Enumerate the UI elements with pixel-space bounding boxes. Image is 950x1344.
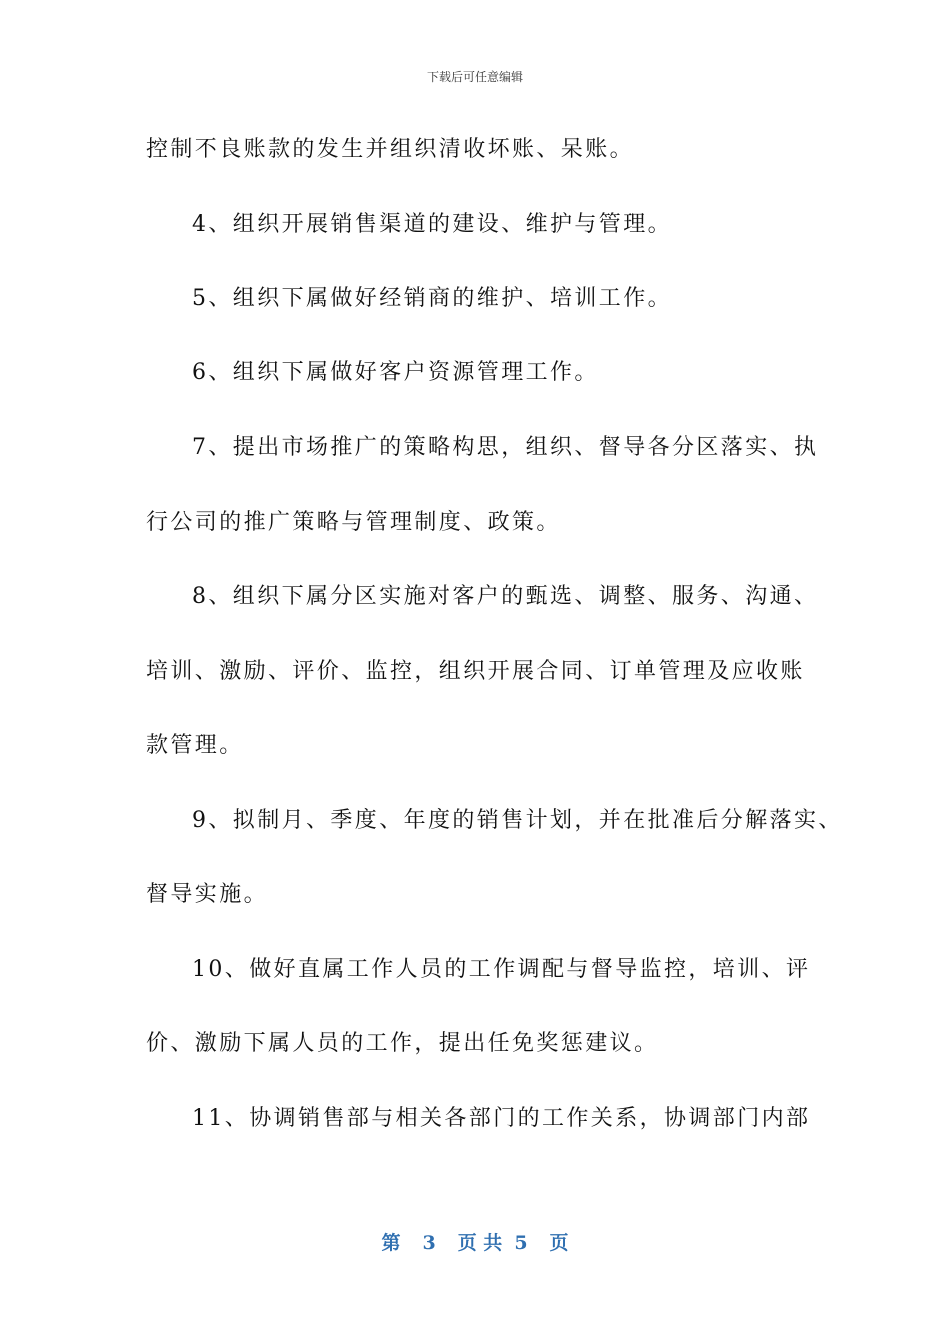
body-line: 价、激励下属人员的工作，提出任免奖惩建议。 xyxy=(146,1031,659,1056)
body-line: 9、拟制月、季度、年度的销售计划，并在批准后分解落实、 xyxy=(192,808,843,833)
total-pages-number: 5 xyxy=(514,1232,528,1254)
body-line: 培训、激励、评价、监控，组织开展合同、订单管理及应收账 xyxy=(146,659,805,684)
page-number-footer xyxy=(0,1228,950,1255)
body-line: 4、组织开展销售渠道的建设、维护与管理。 xyxy=(192,212,672,237)
body-line: 8、组织下属分区实施对客户的甄选、调整、服务、沟通、 xyxy=(192,584,819,609)
body-line: 款管理。 xyxy=(146,733,244,758)
footer-suffix: 页 xyxy=(549,1232,569,1254)
body-line: 11、协调销售部与相关各部门的工作关系，协调部门内部 xyxy=(192,1106,811,1131)
body-line: 7、提出市场推广的策略构思，组织、督导各分区落实、执 xyxy=(192,435,819,460)
body-line: 5、组织下属做好经销商的维护、培训工作。 xyxy=(192,286,672,311)
current-page-number: 3 xyxy=(422,1232,436,1254)
body-line: 督导实施。 xyxy=(146,882,269,907)
body-line: 10、做好直属工作人员的工作调配与督导监控，培训、评 xyxy=(192,957,811,982)
footer-prefix: 第 xyxy=(381,1232,401,1254)
body-line: 6、组织下属做好客户资源管理工作。 xyxy=(192,360,599,385)
page-header: 下载后可任意编辑 xyxy=(426,70,523,84)
body-line: 控制不良账款的发生并组织清收坏账、呆账。 xyxy=(146,137,635,162)
body-line: 行公司的推广策略与管理制度、政策。 xyxy=(146,510,561,535)
footer-mid: 页 共 xyxy=(457,1232,503,1254)
